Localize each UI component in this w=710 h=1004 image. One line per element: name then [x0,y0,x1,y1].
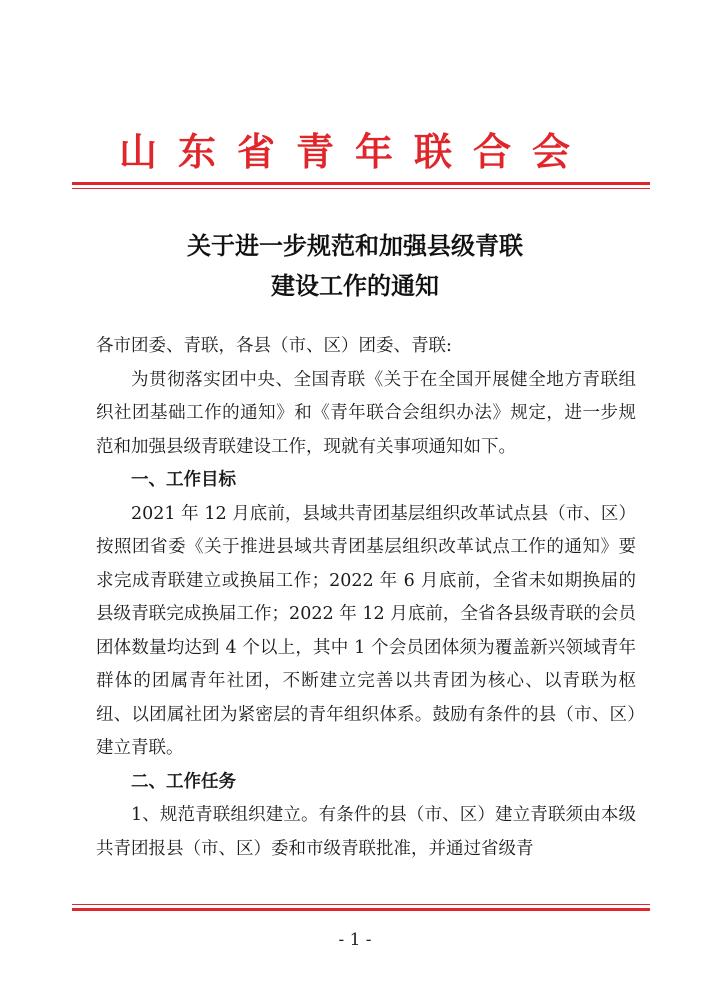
page-number: - 1 - [338,930,372,950]
document-body [96,330,636,866]
header-rule-thin [72,188,650,189]
organization-header: 山东省青年联合会 [118,129,591,174]
document-title [0,226,710,306]
section-2-item-1: 1、规范青联组织建立。有条件的县（市、区）建立青联须由本级共青团报县（市、区）委和市级青联批准，并通过省级青 [96,805,636,859]
document-title-line-1: 关于进一步规范和加强县级青联 [187,232,523,260]
footer-rule-thick [72,908,650,911]
footer-rule-thin [72,904,650,905]
section-1-body: 2021 年 12 月底前，县域共青团基层组织改革试点县（市、区）按照团省委《关于推进县域共青团基层组织改革试点工作的通知》要求完成青联建立或换届工作；2022 年 6 月底前，全省未如期换届的县级青联完成换届工作；2022 年 12 月底前，全省各县级青联的会员团体数量均达到 4 个以上，其中 1 个会员团体须为覆盖新兴领域青年群体的团属青年社团，不断建立完善以共青团为核心、以青联为枢纽、以团属社团为紧密层的青年组织体系。鼓励有条件的县（市、区）建立青联。 [96,503,636,758]
intro-paragraph: 为贯彻落实团中央、全国青联《关于在全国开展健全地方青联组织社团基础工作的通知》和《青年联合会组织办法》规定，进一步规范和加强县级青联建设工作，现就有关事项通知如下。 [96,369,636,457]
header-rule-thick [72,182,650,185]
salutation: 各市团委、青联，各县（市、区）团委、青联: [96,336,452,356]
section-1-heading: 一、工作目标 [131,470,236,490]
section-2-heading: 二、工作任务 [131,771,236,792]
document-title-line-2: 建设工作的通知 [271,272,439,300]
